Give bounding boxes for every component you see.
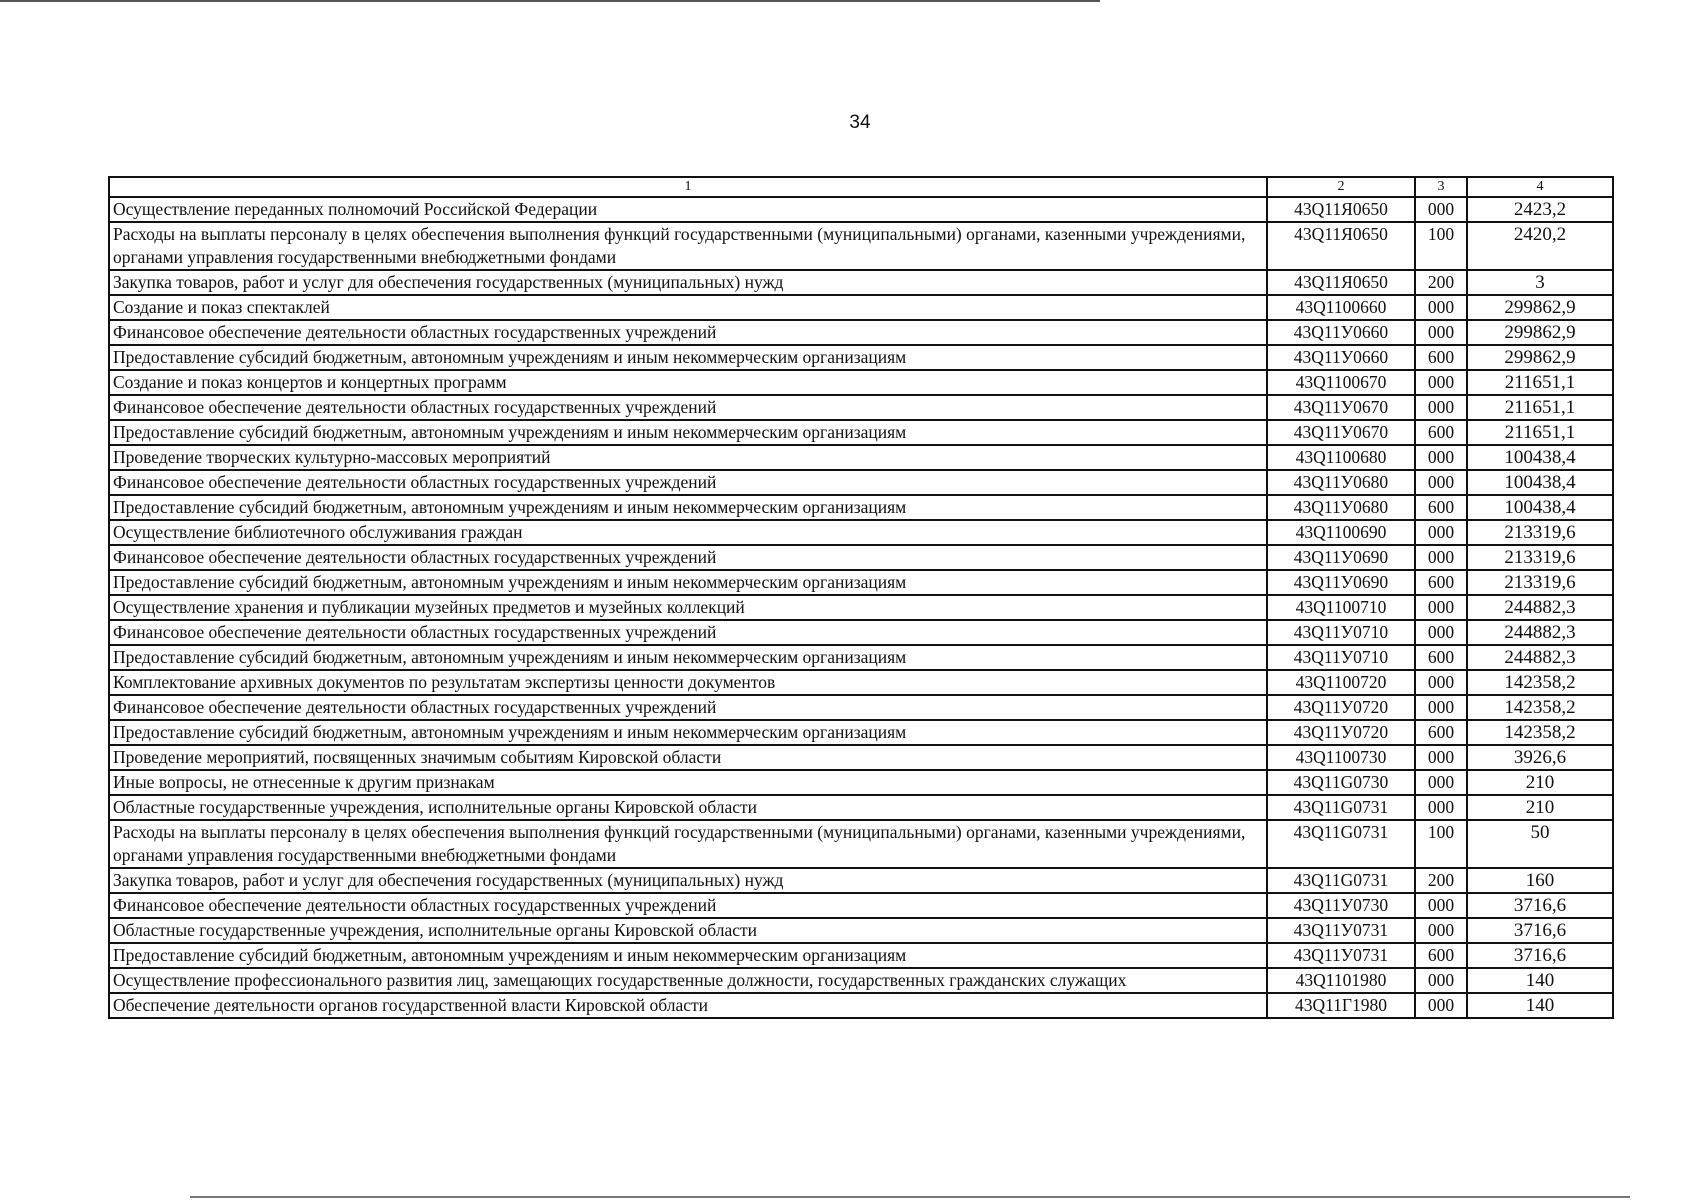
row-type-cell: 000 [1415,745,1467,770]
row-name-cell: Предоставление субсидий бюджетным, автономным учреждениям и иным некоммерческим организациям [109,570,1267,595]
table-row [109,270,1613,295]
row-name-cell: Финансовое обеспечение деятельности областных государственных учреждений [109,320,1267,345]
row-amount-cell: 140 [1467,968,1613,993]
row-name-cell: Иные вопросы, не отнесенные к другим признакам [109,770,1267,795]
row-code-cell: 43Q11У0731 [1267,943,1415,968]
row-name-cell: Проведение творческих культурно-массовых мероприятий [109,445,1267,470]
row-code-cell: 43Q11У0660 [1267,345,1415,370]
row-type-cell: 000 [1415,795,1467,820]
budget-table [108,176,1614,1019]
row-code-cell: 43Q11У0690 [1267,545,1415,570]
row-type-cell: 000 [1415,993,1467,1018]
header-cell-name: 1 [109,177,1267,197]
row-type-cell: 600 [1415,645,1467,670]
row-type-cell: 000 [1415,520,1467,545]
row-amount-cell: 299862,9 [1467,320,1613,345]
row-amount-cell: 3926,6 [1467,745,1613,770]
row-amount-cell: 100438,4 [1467,495,1613,520]
table-row [109,295,1613,320]
table-row [109,545,1613,570]
table-row [109,695,1613,720]
row-amount-cell: 50 [1467,820,1613,868]
row-amount-cell: 140 [1467,993,1613,1018]
scan-edge-bottom [190,1196,1630,1198]
row-code-cell: 43Q11Г1980 [1267,993,1415,1018]
row-name-cell: Предоставление субсидий бюджетным, автономным учреждениям и иным некоммерческим организациям [109,495,1267,520]
row-amount-cell: 3716,6 [1467,893,1613,918]
row-code-cell: 43Q11У0680 [1267,470,1415,495]
row-code-cell: 43Q1100680 [1267,445,1415,470]
row-amount-cell: 100438,4 [1467,470,1613,495]
row-name-cell: Проведение мероприятий, посвященных значимым событиям Кировской области [109,745,1267,770]
row-code-cell: 43Q11У0680 [1267,495,1415,520]
row-name-cell: Предоставление субсидий бюджетным, автономным учреждениям и иным некоммерческим организациям [109,420,1267,445]
row-type-cell: 000 [1415,695,1467,720]
row-name-cell: Осуществление хранения и публикации музейных предметов и музейных коллекций [109,595,1267,620]
row-amount-cell: 211651,1 [1467,420,1613,445]
row-type-cell: 000 [1415,395,1467,420]
row-code-cell: 43Q1100660 [1267,295,1415,320]
row-amount-cell: 3716,6 [1467,918,1613,943]
table-row [109,222,1613,270]
row-code-cell: 43Q1100720 [1267,670,1415,695]
row-type-cell: 000 [1415,770,1467,795]
table-row [109,770,1613,795]
table-row [109,395,1613,420]
row-type-cell: 000 [1415,670,1467,695]
scan-edge-top [0,0,1100,2]
row-amount-cell: 3716,6 [1467,943,1613,968]
row-name-cell: Областные государственные учреждения, исполнительные органы Кировской области [109,918,1267,943]
row-code-cell: 43Q11У0720 [1267,695,1415,720]
row-type-cell: 100 [1415,820,1467,868]
row-code-cell: 43Q1100690 [1267,520,1415,545]
row-amount-cell: 210 [1467,795,1613,820]
table-row [109,470,1613,495]
row-type-cell: 000 [1415,595,1467,620]
table-row [109,320,1613,345]
header-cell-code: 2 [1267,177,1415,197]
table-row [109,820,1613,868]
row-type-cell: 000 [1415,918,1467,943]
row-type-cell: 600 [1415,345,1467,370]
row-name-cell: Областные государственные учреждения, исполнительные органы Кировской области [109,795,1267,820]
row-name-cell: Осуществление переданных полномочий Российской Федерации [109,197,1267,222]
table-row [109,918,1613,943]
table-row [109,795,1613,820]
table-row [109,420,1613,445]
row-type-cell: 000 [1415,968,1467,993]
row-amount-cell: 100438,4 [1467,445,1613,470]
row-code-cell: 43Q11У0660 [1267,320,1415,345]
row-name-cell: Создание и показ концертов и концертных программ [109,370,1267,395]
table-row [109,745,1613,770]
table-row [109,345,1613,370]
row-name-cell: Комплектование архивных документов по результатам экспертизы ценности документов [109,670,1267,695]
table-row [109,943,1613,968]
row-amount-cell: 160 [1467,868,1613,893]
row-name-cell: Предоставление субсидий бюджетным, автономным учреждениям и иным некоммерческим организациям [109,943,1267,968]
row-type-cell: 600 [1415,720,1467,745]
row-name-cell: Расходы на выплаты персоналу в целях обеспечения выполнения функций государственными (муниципальными) органами, казенными учреждениями, органами управления государственными внебюджетными фондами [109,820,1267,868]
table-row [109,868,1613,893]
table-row [109,495,1613,520]
row-amount-cell: 213319,6 [1467,570,1613,595]
row-type-cell: 600 [1415,943,1467,968]
row-name-cell: Финансовое обеспечение деятельности областных государственных учреждений [109,620,1267,645]
row-name-cell: Предоставление субсидий бюджетным, автономным учреждениям и иным некоммерческим организациям [109,720,1267,745]
table-header-row [109,177,1613,197]
row-name-cell: Осуществление библиотечного обслуживания граждан [109,520,1267,545]
table-row [109,520,1613,545]
row-type-cell: 000 [1415,445,1467,470]
row-type-cell: 000 [1415,370,1467,395]
row-amount-cell: 210 [1467,770,1613,795]
row-code-cell: 43Q11У0720 [1267,720,1415,745]
row-type-cell: 000 [1415,470,1467,495]
row-name-cell: Осуществление профессионального развития лиц, замещающих государственные должности, государственных гражданских служащих [109,968,1267,993]
table-row [109,197,1613,222]
table-body [109,177,1613,1018]
row-name-cell: Обеспечение деятельности органов государственной власти Кировской области [109,993,1267,1018]
row-amount-cell: 244882,3 [1467,595,1613,620]
row-amount-cell: 211651,1 [1467,395,1613,420]
row-type-cell: 600 [1415,420,1467,445]
row-code-cell: 43Q11G0731 [1267,820,1415,868]
row-type-cell: 600 [1415,495,1467,520]
row-type-cell: 200 [1415,270,1467,295]
row-name-cell: Предоставление субсидий бюджетным, автономным учреждениям и иным некоммерческим организациям [109,345,1267,370]
row-code-cell: 43Q11У0690 [1267,570,1415,595]
row-code-cell: 43Q11Я0650 [1267,270,1415,295]
row-amount-cell: 2423,2 [1467,197,1613,222]
row-amount-cell: 142358,2 [1467,720,1613,745]
row-amount-cell: 213319,6 [1467,545,1613,570]
table-row [109,570,1613,595]
row-code-cell: 43Q1101980 [1267,968,1415,993]
table-row [109,670,1613,695]
table-row [109,893,1613,918]
row-code-cell: 43Q11Я0650 [1267,222,1415,270]
header-cell-type: 3 [1415,177,1467,197]
row-name-cell: Расходы на выплаты персоналу в целях обеспечения выполнения функций государственными (муниципальными) органами, казенными учреждениями, органами управления государственными внебюджетными фондами [109,222,1267,270]
table-row [109,645,1613,670]
row-amount-cell: 244882,3 [1467,645,1613,670]
row-type-cell: 100 [1415,222,1467,270]
row-code-cell: 43Q1100730 [1267,745,1415,770]
row-code-cell: 43Q11У0730 [1267,893,1415,918]
row-type-cell: 000 [1415,893,1467,918]
row-amount-cell: 211651,1 [1467,370,1613,395]
row-type-cell: 000 [1415,197,1467,222]
row-amount-cell: 244882,3 [1467,620,1613,645]
row-name-cell: Финансовое обеспечение деятельности областных государственных учреждений [109,545,1267,570]
row-code-cell: 43Q11Я0650 [1267,197,1415,222]
row-name-cell: Финансовое обеспечение деятельности областных государственных учреждений [109,470,1267,495]
row-code-cell: 43Q11G0731 [1267,795,1415,820]
row-code-cell: 43Q11У0731 [1267,918,1415,943]
row-name-cell: Закупка товаров, работ и услуг для обеспечения государственных (муниципальных) нужд [109,270,1267,295]
row-name-cell: Создание и показ спектаклей [109,295,1267,320]
row-type-cell: 000 [1415,320,1467,345]
row-code-cell: 43Q1100670 [1267,370,1415,395]
row-name-cell: Финансовое обеспечение деятельности областных государственных учреждений [109,395,1267,420]
table-row [109,370,1613,395]
row-code-cell: 43Q1100710 [1267,595,1415,620]
table-row [109,620,1613,645]
row-code-cell: 43Q11У0670 [1267,420,1415,445]
row-type-cell: 000 [1415,620,1467,645]
row-amount-cell: 213319,6 [1467,520,1613,545]
row-code-cell: 43Q11G0730 [1267,770,1415,795]
row-amount-cell: 299862,9 [1467,345,1613,370]
table-row [109,968,1613,993]
row-amount-cell: 142358,2 [1467,695,1613,720]
row-type-cell: 000 [1415,295,1467,320]
row-code-cell: 43Q11G0731 [1267,868,1415,893]
row-amount-cell: 299862,9 [1467,295,1613,320]
table-row [109,445,1613,470]
row-type-cell: 200 [1415,868,1467,893]
row-code-cell: 43Q11У0710 [1267,645,1415,670]
row-amount-cell: 3 [1467,270,1613,295]
table-row [109,993,1613,1018]
row-code-cell: 43Q11У0670 [1267,395,1415,420]
row-name-cell: Предоставление субсидий бюджетным, автономным учреждениям и иным некоммерческим организациям [109,645,1267,670]
page-number: 34 [849,112,871,133]
row-amount-cell: 142358,2 [1467,670,1613,695]
row-type-cell: 000 [1415,545,1467,570]
row-name-cell: Финансовое обеспечение деятельности областных государственных учреждений [109,893,1267,918]
table-row [109,595,1613,620]
row-amount-cell: 2420,2 [1467,222,1613,270]
table-row [109,720,1613,745]
row-type-cell: 600 [1415,570,1467,595]
header-cell-amount: 4 [1467,177,1613,197]
row-code-cell: 43Q11У0710 [1267,620,1415,645]
row-name-cell: Финансовое обеспечение деятельности областных государственных учреждений [109,695,1267,720]
row-name-cell: Закупка товаров, работ и услуг для обеспечения государственных (муниципальных) нужд [109,868,1267,893]
